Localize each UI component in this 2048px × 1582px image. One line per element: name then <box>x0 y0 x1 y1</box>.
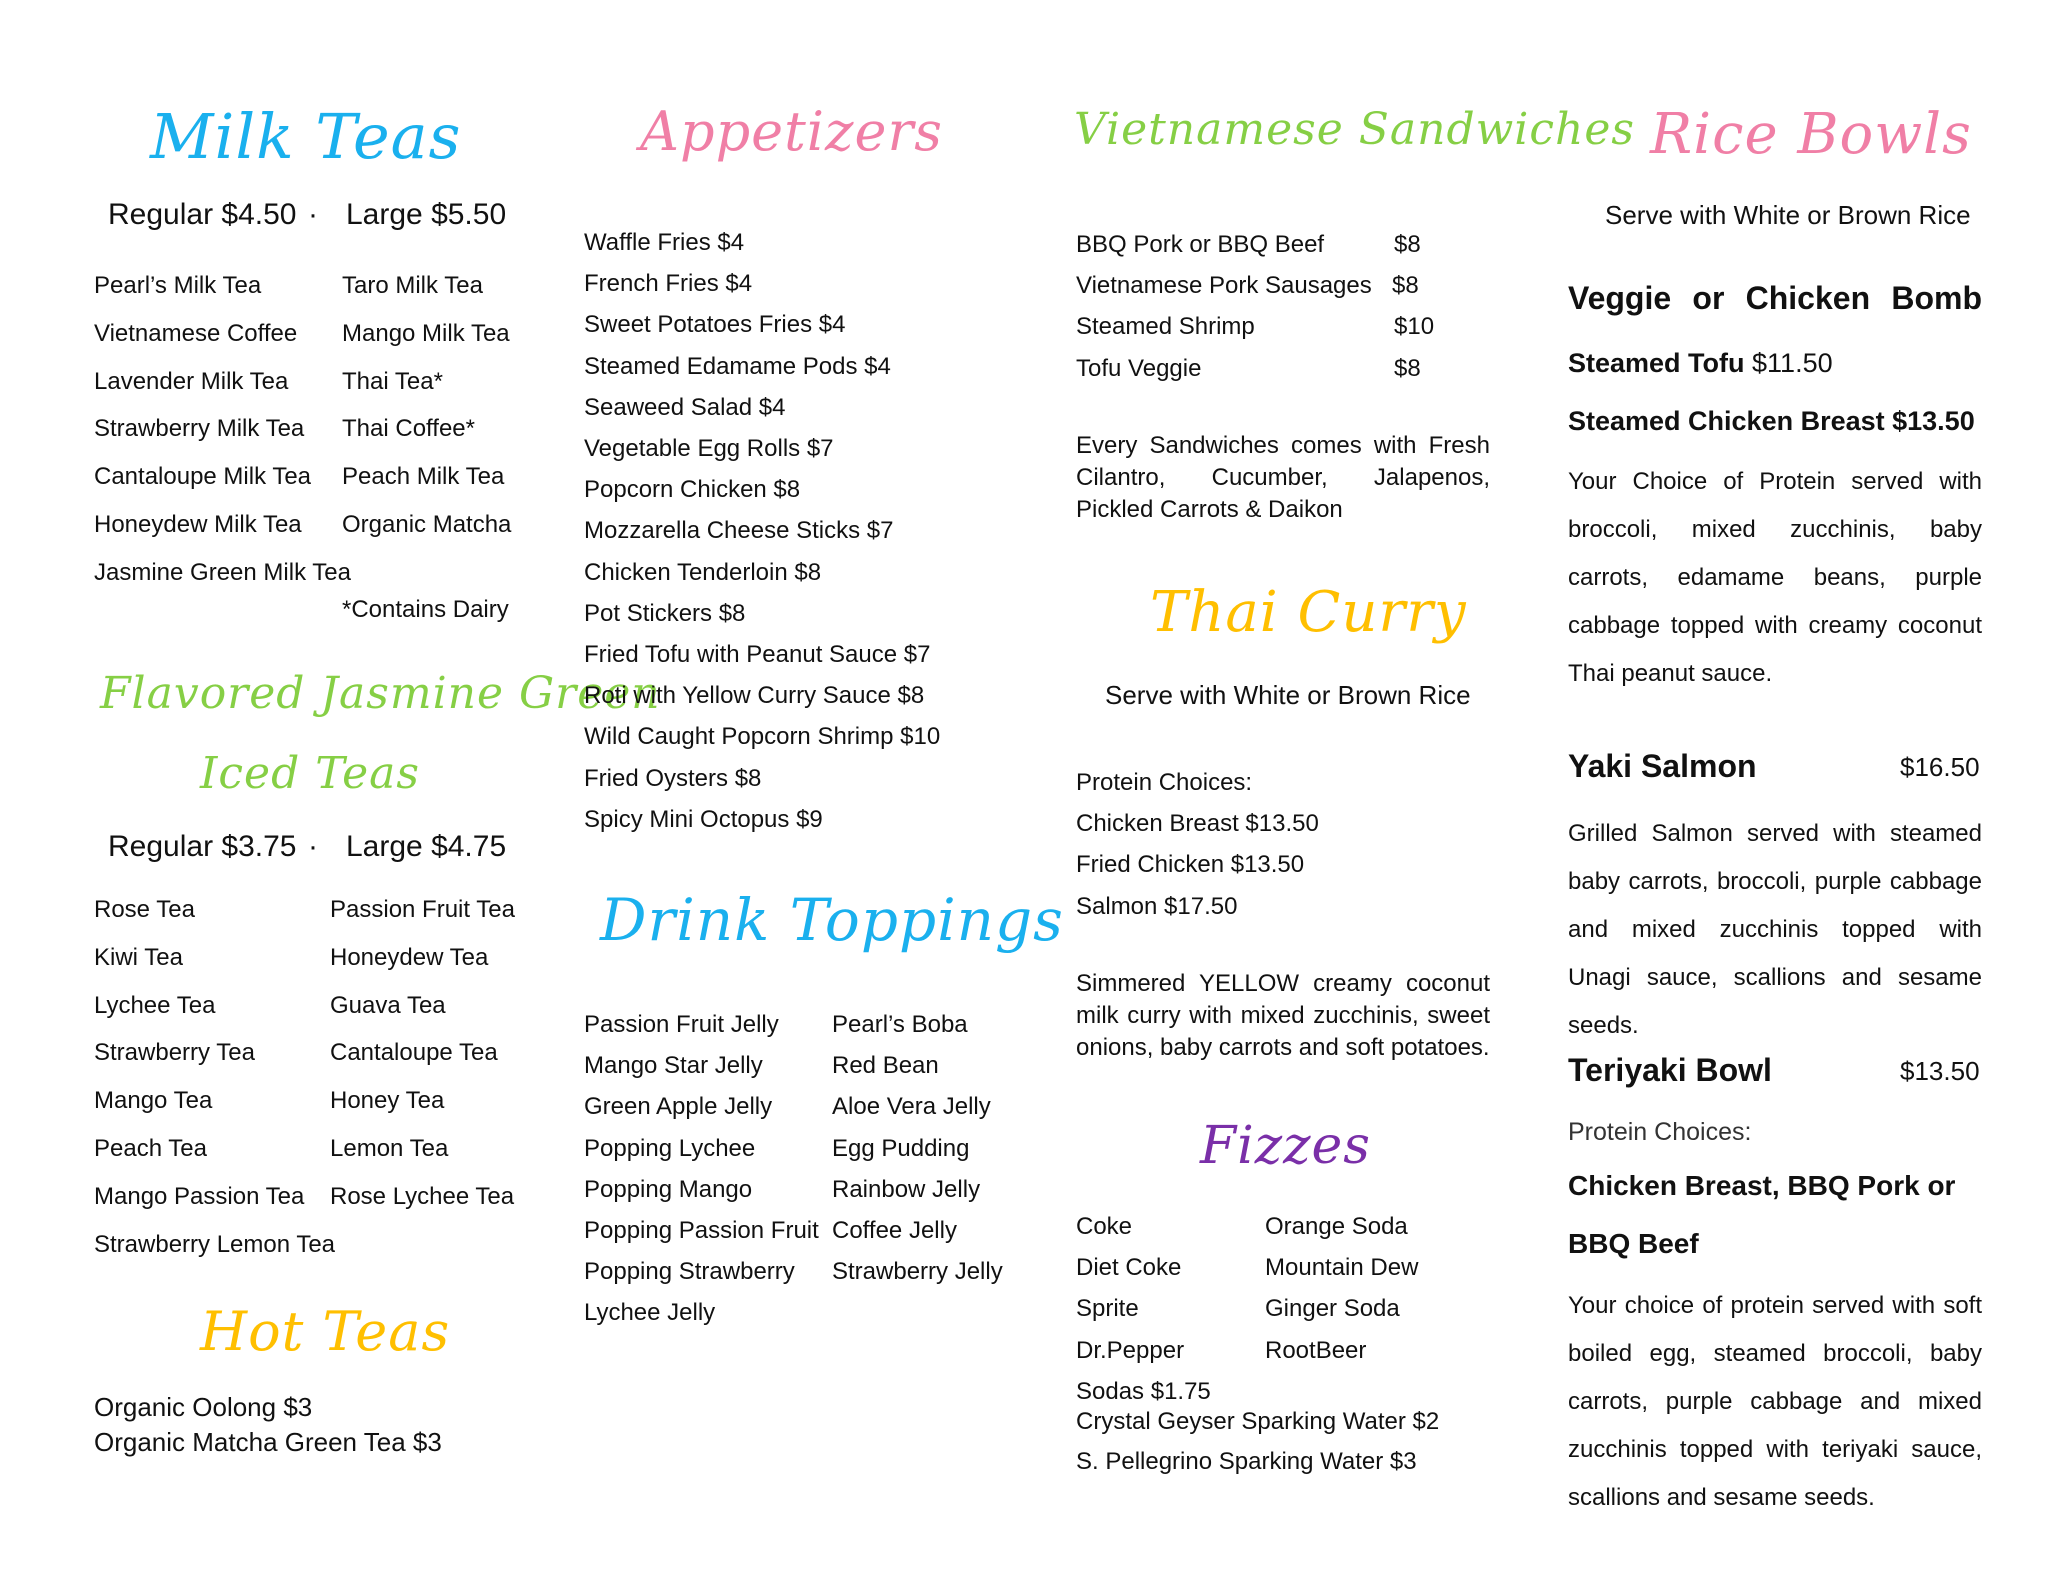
list-item: Vietnamese Coffee <box>94 319 298 347</box>
list-item: Strawberry Jelly <box>832 1258 1003 1286</box>
list-item: Roti with Yellow Curry Sauce $8 <box>584 682 925 710</box>
list-item: Honey Tea <box>330 1087 445 1115</box>
list-item: Kiwi Tea <box>94 943 183 971</box>
thai-curry-protein-list <box>1076 762 1319 927</box>
list-item: Fried Tofu with Peanut Sauce $7 <box>584 641 931 669</box>
list-item: Salmon $17.50 <box>1076 892 1238 920</box>
list-item: Taro Milk Tea <box>342 272 483 299</box>
fizzes-list-right <box>1265 1206 1418 1371</box>
list-item: Waffle Fries $4 <box>584 229 745 256</box>
thai-curry-description: Simmered YELLOW creamy coconut milk curry with mixed zucchinis, sweet onions, baby carrots and soft potatoes. <box>1076 970 1490 1061</box>
appetizers-heading: Appetizers <box>640 100 943 163</box>
sandwich-name: BBQ Pork or BBQ Beef <box>1076 231 1325 258</box>
list-item: Seaweed Salad $4 <box>584 393 786 421</box>
jasmine-heading-line2: Iced Teas <box>200 748 420 799</box>
list-item: Thai Coffee* <box>342 415 475 443</box>
list-item: Lychee Jelly <box>584 1299 716 1327</box>
list-item: Popping Mango <box>584 1175 753 1203</box>
list-item: S. Pellegrino Sparking Water $3 <box>1076 1448 1417 1475</box>
list-item: Popping Passion Fruit <box>584 1217 819 1245</box>
list-item: Organic Oolong $3 <box>94 1392 313 1422</box>
sandwich-name: Steamed Shrimp <box>1076 313 1255 341</box>
list-item: Mango Milk Tea <box>342 319 510 347</box>
list-item: Wild Caught Popcorn Shrimp $10 <box>584 723 941 751</box>
list-item: Passion Fruit Jelly <box>584 1011 779 1038</box>
teriyaki-proteins-line2: BBQ Beef <box>1568 1228 1699 1259</box>
list-item: Mango Star Jelly <box>584 1052 763 1080</box>
list-item: Coke <box>1076 1213 1133 1240</box>
list-item: Ginger Soda <box>1265 1295 1400 1323</box>
sandwiches-list <box>1076 224 1436 389</box>
teriyaki-proteins-line1: Chicken Breast, BBQ Pork or <box>1568 1170 1956 1201</box>
list-item: Mango Passion Tea <box>94 1182 305 1210</box>
list-item: RootBeer <box>1265 1336 1367 1364</box>
list-item: Honeydew Milk Tea <box>94 510 302 538</box>
list-item: Fried Chicken $13.50 <box>1076 851 1305 879</box>
list-item: Strawberry Tea <box>94 1039 255 1067</box>
list-item: Chicken Tenderloin $8 <box>584 558 822 586</box>
list-item: Popping Strawberry <box>584 1258 795 1286</box>
list-item: Vegetable Egg Rolls $7 <box>584 435 834 463</box>
sandwich-price: $10 <box>1394 313 1435 341</box>
list-item: French Fries $4 <box>584 270 753 298</box>
steamed-tofu-line <box>1568 348 1833 379</box>
list-item: Red Bean <box>832 1052 939 1080</box>
list-item: Pearl’s Boba <box>832 1011 968 1038</box>
sandwich-price: $8 <box>1394 354 1421 382</box>
list-item: Lemon Tea <box>330 1134 449 1162</box>
fizzes-heading: Fizzes <box>1200 1116 1371 1176</box>
list-item: Green Apple Jelly <box>584 1093 773 1121</box>
list-item: Jasmine Green Milk Tea <box>94 558 351 586</box>
thai-curry-subtitle: Serve with White or Brown Rice <box>1105 680 1471 710</box>
list-item: Peach Tea <box>94 1134 207 1162</box>
milk-teas-separator: · <box>308 198 318 231</box>
steamed-tofu-name: Steamed Tofu <box>1568 348 1745 378</box>
list-item: Pearl’s Milk Tea <box>94 272 262 299</box>
toppings-list-right <box>832 1004 1003 1292</box>
list-item: Passion Fruit Tea <box>330 896 515 923</box>
protein-label: Protein Choices: <box>1076 769 1253 796</box>
list-item: Steamed Edamame Pods $4 <box>584 352 891 380</box>
jasmine-large-price: Large $4.75 <box>346 830 507 863</box>
jasmine-separator: · <box>308 830 318 863</box>
list-item: Spicy Mini Octopus $9 <box>584 805 823 833</box>
list-item: Crystal Geyser Sparking Water $2 <box>1076 1408 1440 1435</box>
jasmine-list-left <box>94 886 335 1268</box>
list-item: Sweet Potatoes Fries $4 <box>584 311 846 339</box>
sparkling-water-list <box>1076 1402 1439 1482</box>
steamed-chicken-line: Steamed Chicken Breast $13.50 <box>1568 406 1975 436</box>
list-item: Pot Stickers $8 <box>584 599 746 627</box>
list-item: Cantaloupe Milk Tea <box>94 463 312 491</box>
appetizers-list <box>584 222 940 840</box>
milk-teas-large-price: Large $5.50 <box>346 198 507 231</box>
list-item: Thai Tea* <box>342 367 443 395</box>
list-item: Guava Tea <box>330 991 446 1019</box>
teriyaki-description: Your choice of protein served with soft boiled egg, steamed broccoli, baby carrots, purple cabbage and mixed zucchinis topped with teriyaki sauce, scallions and sesame seeds. <box>1568 1292 1982 1511</box>
list-item: Popcorn Chicken $8 <box>584 476 801 504</box>
bomb-description: Your Choice of Protein served with broccoli, mixed zucchinis, baby carrots, edamame beans, purple cabbage topped with creamy coconut Thai peanut sauce. <box>1568 468 1982 687</box>
list-item: Honeydew Tea <box>330 943 489 971</box>
list-item: Fried Oysters $8 <box>584 764 762 792</box>
list-item: Diet Coke <box>1076 1254 1182 1282</box>
list-item: Rose Tea <box>94 896 195 923</box>
rice-bowls-subtitle: Serve with White or Brown Rice <box>1605 200 1971 230</box>
list-item: Strawberry Lemon Tea <box>94 1230 336 1258</box>
list-item: Mango Tea <box>94 1087 213 1115</box>
rice-bowls-heading: Rice Bowls <box>1650 102 1972 167</box>
jasmine-list-right <box>330 886 515 1221</box>
teriyaki-protein-label: Protein Choices: <box>1568 1118 1752 1146</box>
yaki-salmon-description: Grilled Salmon served with steamed baby carrots, broccoli, purple cabbage and mixed zucchinis topped with Unagi sauce, scallions and sesame seeds. <box>1568 820 1982 1039</box>
teriyaki-bowl-price: $13.50 <box>1900 1056 1980 1086</box>
list-item: Popping Lychee <box>584 1134 756 1162</box>
toppings-list-left <box>584 1004 819 1334</box>
hot-teas-list <box>94 1390 442 1460</box>
teriyaki-bowl-title: Teriyaki Bowl <box>1568 1052 1772 1088</box>
list-item: Rose Lychee Tea <box>330 1182 515 1210</box>
steamed-tofu-price: $11.50 <box>1752 348 1833 378</box>
sandwich-price: $8 <box>1392 272 1419 300</box>
list-item: Egg Pudding <box>832 1134 970 1162</box>
list-item: Mountain Dew <box>1265 1254 1419 1282</box>
list-item: Organic Matcha Green Tea $3 <box>94 1427 442 1457</box>
list-item: Lychee Tea <box>94 991 216 1019</box>
thai-curry-heading: Thai Curry <box>1150 580 1467 645</box>
list-item: Chicken Breast $13.50 <box>1076 810 1319 838</box>
bomb-title: Veggie or Chicken Bomb <box>1568 280 1982 316</box>
list-item: Aloe Vera Jelly <box>832 1093 991 1121</box>
sandwich-row <box>1076 265 1436 306</box>
sandwich-row <box>1076 224 1436 265</box>
milk-teas-list-left <box>94 262 351 597</box>
list-item: Organic Matcha <box>342 510 512 538</box>
drink-toppings-heading: Drink Toppings <box>600 886 1064 954</box>
list-item: Cantaloupe Tea <box>330 1039 498 1067</box>
list-item: Orange Soda <box>1265 1213 1408 1240</box>
sandwiches-description: Every Sandwiches comes with Fresh Cilantro, Cucumber, Jalapenos, Pickled Carrots & Daikon <box>1076 432 1490 523</box>
milk-teas-list-right <box>342 262 511 549</box>
contains-dairy-note: *Contains Dairy <box>342 596 509 623</box>
sandwich-name: Vietnamese Pork Sausages <box>1076 272 1372 300</box>
sandwich-name: Tofu Veggie <box>1076 354 1202 382</box>
list-item: Sodas $1.75 <box>1076 1377 1211 1405</box>
sandwich-row <box>1076 348 1436 389</box>
sandwich-row <box>1076 306 1436 347</box>
jasmine-regular-price: Regular $3.75 <box>108 830 297 863</box>
sandwich-price: $8 <box>1394 231 1421 258</box>
list-item: Sprite <box>1076 1295 1139 1323</box>
hot-teas-heading: Hot Teas <box>200 1300 451 1363</box>
list-item: Mozzarella Cheese Sticks $7 <box>584 517 894 545</box>
yaki-salmon-title: Yaki Salmon <box>1568 748 1757 784</box>
milk-teas-regular-price: Regular $4.50 <box>108 198 297 231</box>
yaki-salmon-price: $16.50 <box>1900 752 1980 782</box>
list-item: Strawberry Milk Tea <box>94 415 305 443</box>
milk-teas-heading: Milk Teas <box>150 100 462 173</box>
jasmine-heading-line1: Flavored Jasmine Green <box>100 668 661 719</box>
list-item: Dr.Pepper <box>1076 1336 1185 1364</box>
sandwiches-heading: Vietnamese Sandwiches <box>1074 104 1635 155</box>
fizzes-list-left <box>1076 1206 1211 1412</box>
list-item: Coffee Jelly <box>832 1217 957 1245</box>
list-item: Lavender Milk Tea <box>94 367 289 395</box>
list-item: Peach Milk Tea <box>342 463 505 491</box>
list-item: Rainbow Jelly <box>832 1175 981 1203</box>
